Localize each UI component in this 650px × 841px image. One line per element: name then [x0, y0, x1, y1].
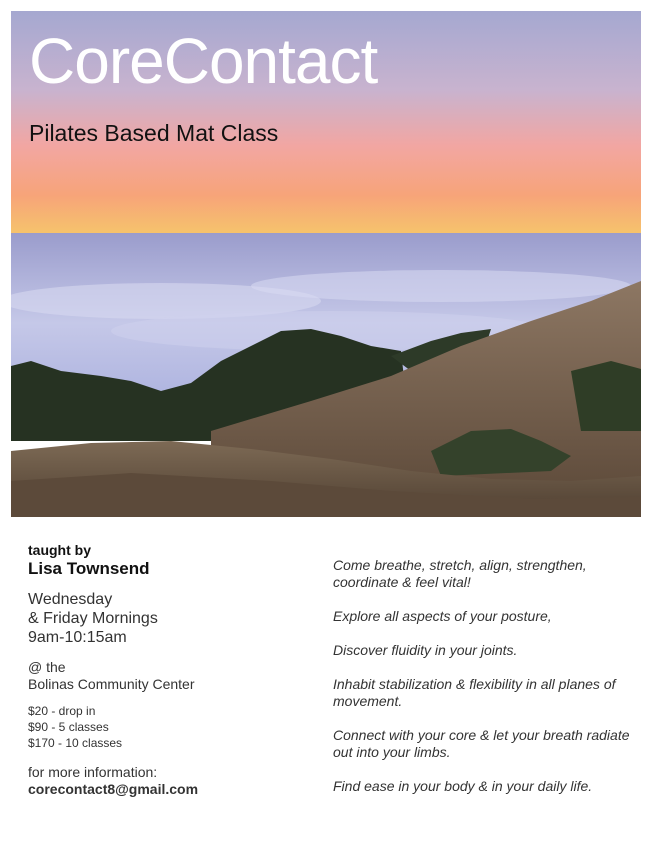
- description-paragraph: Find ease in your body & in your daily life.: [333, 778, 593, 794]
- description-paragraph: Explore all aspects of your posture,: [333, 608, 552, 624]
- class-details: [28, 541, 308, 798]
- location: [28, 659, 308, 693]
- location-venue: Bolinas Community Center: [28, 676, 195, 692]
- class-subtitle: Pilates Based Mat Class: [29, 120, 279, 146]
- schedule-days-line2: & Friday Mornings: [28, 610, 158, 627]
- contact-email[interactable]: corecontact8@gmail.com: [28, 781, 199, 797]
- description-paragraph: Inhabit stabilization & flexibility in all planes of movement.: [333, 676, 616, 709]
- price-item: $90 - 5 classes: [28, 720, 109, 734]
- hero-image: [11, 11, 641, 517]
- brand-title: CoreContact: [29, 25, 378, 97]
- instructor-label: taught by: [28, 542, 91, 558]
- price-item: $170 - 10 classes: [28, 736, 123, 750]
- description-paragraph: Connect with your core & let your breath radiate out into your limbs.: [333, 727, 630, 760]
- class-description: [333, 557, 633, 812]
- description-paragraph: Come breathe, stretch, align, strengthen, coordinate & feel vital!: [333, 557, 587, 590]
- schedule-days-line1: Wednesday: [28, 591, 113, 608]
- instructor-name: Lisa Townsend: [28, 559, 150, 578]
- contact-label: for more information:: [28, 764, 158, 780]
- schedule-time: 9am-10:15am: [28, 629, 127, 646]
- price-list: [28, 703, 308, 751]
- description-paragraph: Discover fluidity in your joints.: [333, 642, 518, 658]
- location-prefix: @ the: [28, 659, 66, 675]
- price-item: $20 - drop in: [28, 704, 96, 718]
- schedule: [28, 590, 308, 647]
